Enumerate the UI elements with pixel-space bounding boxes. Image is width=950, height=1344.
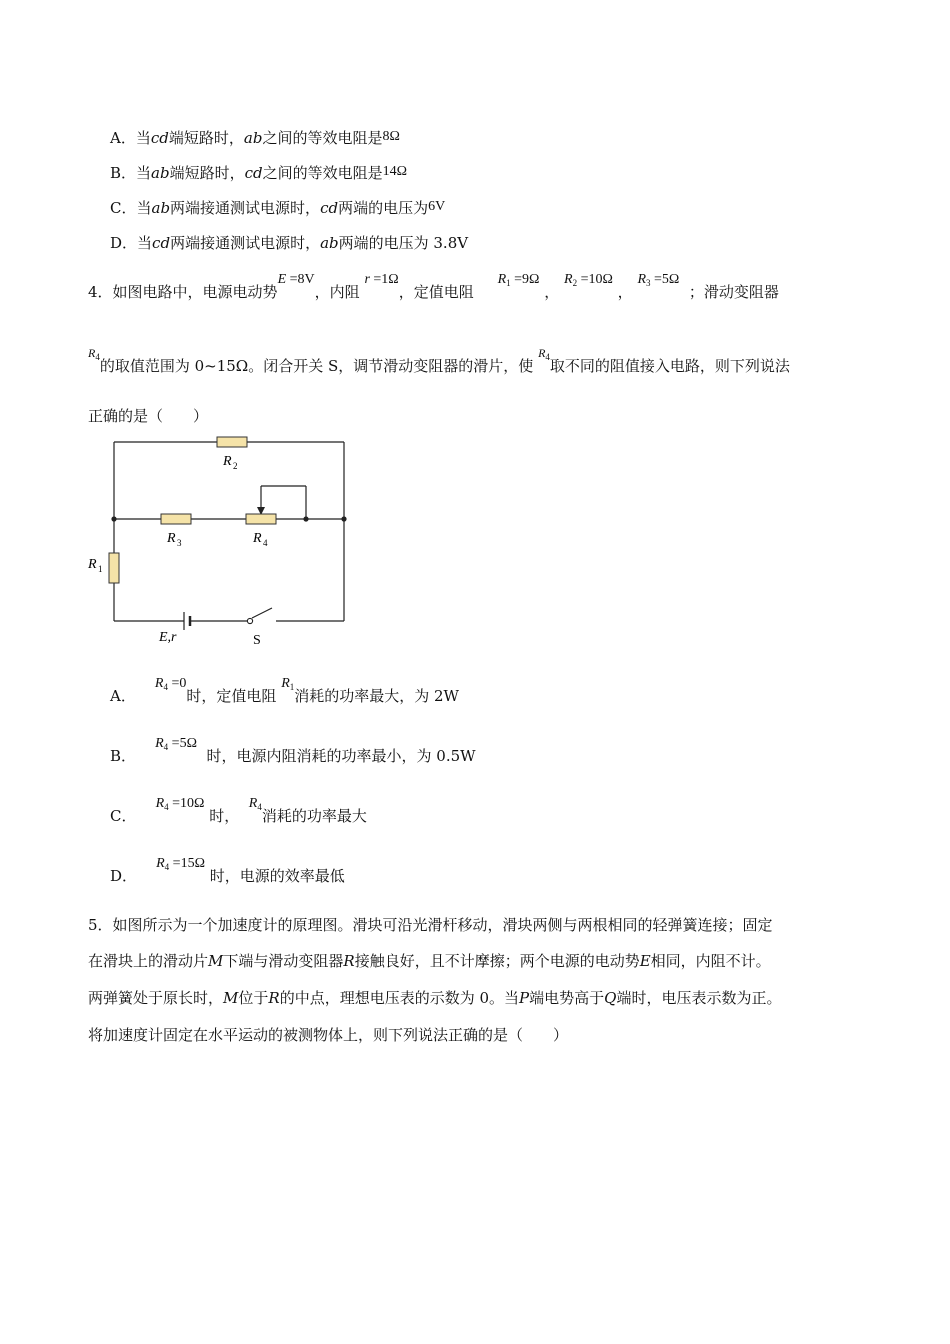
text: 当 (136, 164, 152, 182)
value: =15Ω (172, 856, 205, 871)
var: R (88, 346, 96, 360)
text: 端短路时， (169, 164, 245, 182)
var: R (248, 796, 258, 811)
subscript: 4 (257, 802, 262, 812)
q5-line2 (88, 951, 771, 971)
text: 时，定值电阻 (186, 687, 277, 705)
var: R (497, 272, 507, 287)
junction-dot (111, 516, 116, 521)
var: r (364, 272, 370, 287)
label-r3: R (167, 531, 176, 546)
var: cd (150, 129, 169, 147)
subscript: 4 (163, 682, 168, 692)
text: 端短路时， (168, 129, 244, 147)
q5-line1 (88, 915, 773, 935)
text: 两端的电压为 (338, 199, 429, 217)
text: 端电势高于 (529, 989, 605, 1007)
text: 的中点，理想电压表的示数为 0。当 (279, 989, 520, 1007)
var: ab (151, 199, 171, 217)
var: R (343, 952, 355, 970)
resistor-r4 (246, 514, 276, 524)
var: R (637, 272, 647, 287)
junction-dot (303, 516, 308, 521)
subscript: 4 (95, 352, 100, 362)
text: 时，电源内阻消耗的功率最小，为 0.5W (206, 747, 476, 765)
text: 在滑块上的滑动片 (88, 952, 209, 970)
label-source: E,r (159, 630, 177, 645)
text: 消耗的功率最大 (261, 807, 367, 825)
option-label: C． (110, 199, 137, 217)
subscript: 4 (164, 862, 170, 872)
q3-option-b (110, 163, 407, 185)
var: M (208, 952, 224, 970)
var: M (223, 989, 239, 1007)
subscript: 3 (646, 278, 651, 288)
var: P (519, 989, 530, 1007)
subscript: 1 (289, 682, 295, 692)
q4-stem-line3 (88, 406, 208, 426)
var: R (281, 676, 290, 691)
q3-option-c (110, 198, 445, 220)
resistor-r2 (217, 437, 247, 447)
text: 消耗的功率最大，为 2W (294, 687, 459, 705)
value: =10Ω (580, 272, 613, 287)
var: ab (243, 129, 263, 147)
text: 两端的电压为 3.8V (338, 234, 469, 252)
value: =0 (171, 676, 187, 691)
text: 当 (137, 234, 153, 252)
q3-option-d (110, 233, 468, 253)
var: Q (604, 989, 617, 1007)
value: 6V (428, 199, 446, 214)
label-r4: R (253, 531, 262, 546)
text: 端时，电压表示数为正。 (616, 989, 782, 1007)
text: 之间的等效电阻是 (262, 164, 383, 182)
question-number: 4． (88, 283, 113, 301)
text: 相同，内阻不计。 (650, 952, 771, 970)
resistor-r1 (109, 553, 119, 583)
text: 接触良好，且不计摩擦；两个电源的电动势 (354, 952, 640, 970)
text: 下端与滑动变阻器 (223, 952, 344, 970)
label-r2: R (223, 454, 232, 469)
option-label: B． (110, 164, 137, 182)
value: =1Ω (373, 272, 399, 287)
label-r4-sub: 4 (263, 538, 268, 548)
q5-line4 (88, 1025, 568, 1045)
option-label: A． (110, 687, 136, 705)
q3-option-a (110, 128, 400, 150)
text: ，内阻 (314, 283, 360, 301)
subscript: 4 (164, 802, 169, 812)
var: cd (320, 199, 339, 217)
option-label: D． (110, 234, 138, 252)
text: 时， (209, 807, 240, 825)
option-label: D． (110, 867, 138, 885)
subscript: 4 (163, 742, 169, 752)
var: cd (152, 234, 171, 252)
var: E (639, 952, 651, 970)
var: R (156, 856, 165, 871)
text: 两弹簧处于原长时， (88, 989, 224, 1007)
text: 两端接通测试电源时， (170, 234, 321, 252)
option-label: A． (110, 129, 136, 147)
q5-line3 (88, 988, 781, 1008)
var: E (277, 272, 287, 287)
q4-stem-line2 (88, 346, 790, 381)
junction-dot (341, 516, 346, 521)
option-label: B． (110, 747, 137, 765)
var: ab (151, 164, 170, 182)
text: 正确的是（ ） (88, 407, 209, 425)
subscript: 1 (506, 278, 511, 288)
label-r1: R (88, 557, 97, 572)
resistor-r3 (161, 514, 191, 524)
text: 之间的等效电阻是 (262, 129, 383, 147)
subscript: 2 (572, 278, 578, 288)
value: =10Ω (172, 796, 205, 811)
var: R (268, 989, 280, 1007)
text: 两端接通测试电源时， (170, 199, 321, 217)
var: cd (244, 164, 263, 182)
value: 14Ω (382, 164, 408, 179)
text: 当 (136, 199, 152, 217)
value: =5Ω (171, 736, 197, 751)
value: =9Ω (514, 272, 540, 287)
var: R (538, 346, 546, 360)
value: =8V (289, 272, 315, 287)
value: 8Ω (382, 129, 400, 144)
var: R (154, 676, 164, 691)
option-label: C． (110, 807, 137, 825)
var: R (564, 272, 573, 287)
text: 将加速度计固定在水平运动的被测物体上，则下列说法正确的是（ ） (88, 1026, 569, 1044)
text: 当 (135, 129, 151, 147)
text: 位于 (238, 989, 269, 1007)
text: 取不同的阻值接入电路，则下列说法 (549, 357, 790, 375)
label-switch: S (253, 633, 261, 648)
switch-contact (247, 618, 252, 623)
text: 5．如图所示为一个加速度计的原理图。滑块可沿光滑杆移动，滑块两侧与两根相同的轻弹簧连接；固定 (88, 916, 773, 934)
label-r1-sub: 1 (98, 564, 103, 574)
label-r3-sub: 3 (177, 538, 182, 548)
value: =5Ω (654, 272, 680, 287)
var: ab (320, 234, 339, 252)
circuit-diagram (80, 430, 370, 650)
text: ， (544, 283, 560, 301)
var: R (155, 796, 165, 811)
subscript: 4 (545, 352, 550, 362)
label-r2-sub: 2 (233, 461, 238, 471)
text: ，定值电阻 (398, 283, 474, 301)
var: R (155, 736, 164, 751)
text: 的取值范围为 0~15Ω。闭合开关 S，调节滑动变阻器的滑片，使 (99, 357, 534, 375)
text: 如图电路中，电源电动势 (112, 283, 278, 301)
text: ；滑动变阻器 (688, 283, 779, 301)
q4-option-a (110, 676, 459, 711)
text: ， (617, 283, 633, 301)
text: 时，电源的效率最低 (209, 867, 345, 885)
